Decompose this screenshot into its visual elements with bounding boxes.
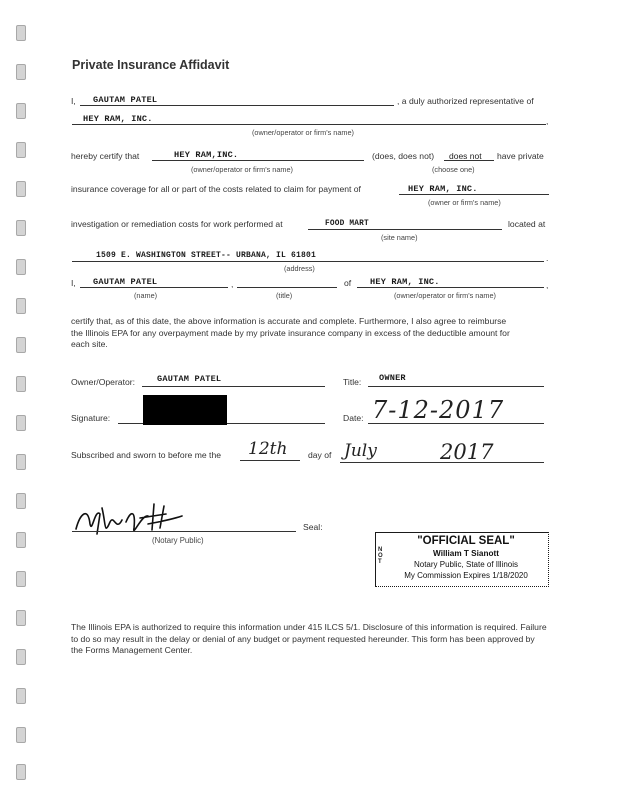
certify-company-line [152,160,364,161]
binder-hole [16,220,26,236]
sworn-day[interactable]: 12th [248,439,288,459]
line4-caption: (owner or firm's name) [428,198,501,207]
binder-hole [16,337,26,353]
seal-label: Seal: [303,522,323,532]
line2-caption: (owner/operator or firm's name) [252,128,354,137]
binder-hole [16,764,26,780]
site-name[interactable]: FOOD MART [325,220,369,228]
line4-text: insurance coverage for all or part of the costs related to claim for payment of [71,184,361,194]
title-label: Title: [343,377,362,387]
seal-side-mark: N O T [378,547,383,565]
redacted-signature [143,395,227,425]
certify-paragraph: certify that, as of this date, the above information is accurate and complete. Furthermore, I also agree to reimburse the Illinois EPA for any overpayment made by my private insurance company in excess of the deductible amount for each site. [71,316,510,349]
sworn-year[interactable]: 2017 [440,440,494,464]
seal-line1: Notary Public, State of Illinois [413,560,519,569]
seal-line2: My Commission Expires 1/18/2020 [404,571,528,580]
line3-suffix: have private [497,151,544,161]
day-of-label: day of [308,450,332,460]
notary-label: (Notary Public) [152,536,204,545]
company-field-line [72,124,546,125]
line1-prefix: I, [71,96,76,106]
sworn-month[interactable]: July [344,441,377,461]
line7-caption-title: (title) [276,291,293,300]
name-field-line [80,105,394,106]
binder-hole [16,454,26,470]
representative-name[interactable]: GAUTAM PATEL [93,95,158,105]
affiant-company-line [357,287,544,288]
affiant-company[interactable]: HEY RAM, INC. [370,277,440,287]
line2-trailing: , [546,116,549,126]
owner-line [142,386,325,387]
date-label: Date: [343,413,364,423]
line7-comma: , [231,279,234,289]
line3-options: (does, does not) [372,151,435,161]
signature-date[interactable]: 7-12-2017 [372,396,505,424]
binder-hole [16,571,26,587]
site-address[interactable]: 1509 E. WASHINGTON STREET-- URBANA, IL 61801 [96,251,317,260]
affiant-name[interactable]: GAUTAM PATEL [93,277,158,287]
owner-label: Owner/Operator: [71,377,135,387]
company-name[interactable]: HEY RAM, INC. [83,114,153,124]
binder-hole [16,688,26,704]
binder-hole [16,649,26,665]
sworn-text: Subscribed and sworn to before me the [71,450,222,460]
sworn-day-line [240,460,300,461]
binder-hole [16,610,26,626]
address-line [72,261,544,262]
binder-hole [16,727,26,743]
line1-suffix: , a duly authorized representative of [397,96,534,106]
signature-label: Signature: [71,413,111,423]
line6-caption: (address) [284,264,315,273]
line7-caption-name: (name) [134,291,158,300]
notary-line [72,531,296,532]
binder-hole [16,142,26,158]
line7-of: of [344,278,352,288]
site-name-line [308,229,502,230]
disclaimer-paragraph: The Illinois EPA is authorized to require this information under 415 ILCS 5/1. Disclosure of this information is required. Failure to do so may result in the delay or denial of any budget or payment requested hereunder. This form has been approved by the Forms Management Center. [71,622,547,655]
binder-hole [16,532,26,548]
line7-prefix: I, [71,278,76,288]
owner-value[interactable]: GAUTAM PATEL [157,374,222,384]
line7-trailing: , [546,280,549,290]
binder-hole [16,298,26,314]
seal-heading: "OFFICIAL SEAL" [417,535,515,547]
title-line [368,386,544,387]
binder-hole [16,376,26,392]
affiant-name-line [80,287,228,288]
line6-trailing: . [546,253,549,263]
line5-caption: (site name) [381,233,418,242]
line5-text: investigation or remediation costs for work performed at [71,219,283,229]
line5-suffix: located at [508,219,546,229]
coverage-choice[interactable]: does not [449,151,482,161]
official-seal [375,532,549,587]
binder-hole [16,259,26,275]
binder-hole [16,64,26,80]
binder-hole [16,181,26,197]
seal-name: William T Sianott [433,549,499,558]
claim-company-line [399,194,549,195]
line3-prefix: hereby certify that [71,151,140,161]
line7-caption-company: (owner/operator or firm's name) [394,291,496,300]
certify-company[interactable]: HEY RAM,INC. [174,150,239,160]
form-title: Private Insurance Affidavit [72,58,230,72]
binder-hole [16,415,26,431]
claim-company[interactable]: HEY RAM, INC. [408,184,478,194]
line3-caption-right: (choose one) [432,165,475,174]
binder-hole [16,25,26,41]
line3-caption-left: (owner/operator or firm's name) [191,165,293,174]
binder-hole [16,493,26,509]
binder-hole [16,103,26,119]
notary-signature [96,520,99,521]
affiant-title-line[interactable] [237,287,337,288]
title-value[interactable]: OWNER [379,373,406,383]
